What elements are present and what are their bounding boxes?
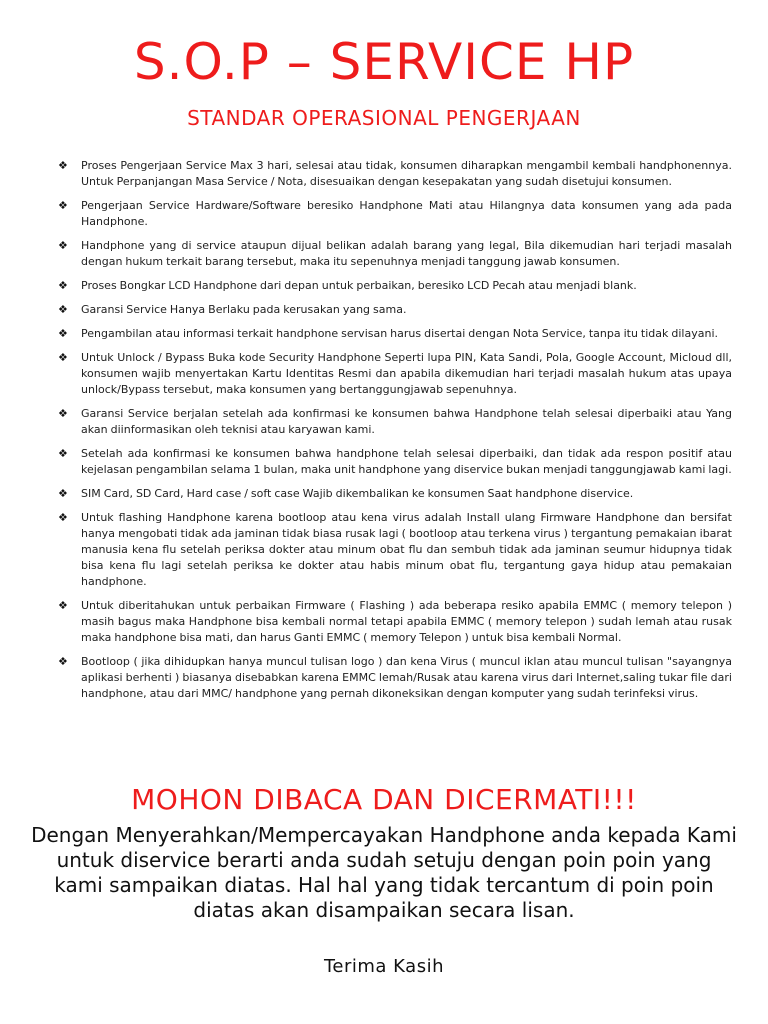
diamond-bullet-icon: ❖ xyxy=(58,279,68,292)
diamond-bullet-icon: ❖ xyxy=(58,199,68,212)
list-item xyxy=(58,446,732,478)
diamond-bullet-icon: ❖ xyxy=(58,447,68,460)
thanks-text: Terima Kasih xyxy=(323,956,444,977)
list-item-text: Proses Bongkar LCD Handphone dari depan untuk perbaikan, beresiko LCD Pecah atau menjadi blank. xyxy=(81,279,637,292)
list-item-text: Untuk flashing Handphone karena bootloop atau kena virus adalah Install ulang Firmware Handphone dan bersifat hanya mengobati tidak ada jaminan tidak biasa rusak lagi ( bootloop atau terkena virus ) tergantung pemakaian ibarat manusia kena flu setelah periksa dokter atau minum obat flu dan sembuh tidak ada jaminan seumur hidupnya tidak bisa kena flu lagi setelah periksa ke dokter atau habis minum obat flu, tergantung gaya hidup atau pemakaian handphone. xyxy=(81,511,732,588)
diamond-bullet-icon: ❖ xyxy=(58,487,68,500)
list-item xyxy=(58,406,732,438)
list-item xyxy=(58,198,732,230)
diamond-bullet-icon: ❖ xyxy=(58,239,68,252)
diamond-bullet-icon: ❖ xyxy=(58,351,68,364)
diamond-bullet-icon: ❖ xyxy=(58,511,68,524)
list-item-text: SIM Card, SD Card, Hard case / soft case Wajib dikembalikan ke konsumen Saat handphone diservice. xyxy=(81,487,634,500)
list-item xyxy=(58,598,732,646)
list-item xyxy=(58,158,732,190)
warning-heading: MOHON DIBACA DAN DICERMATI!!! xyxy=(131,783,637,816)
closing-paragraph: Dengan Menyerahkan/Mempercayakan Handphone anda kepada Kami untuk diservice berarti anda sudah setuju dengan poin poin yang kami sampaikan diatas. Hal hal yang tidak tercantum di poin poin diatas akan disampaikan secara lisan. xyxy=(31,823,737,922)
page-title: S.O.P – SERVICE HP xyxy=(133,33,635,91)
list-item xyxy=(58,278,732,294)
diamond-bullet-icon: ❖ xyxy=(58,599,68,612)
list-item-text: Pengerjaan Service Hardware/Software beresiko Handphone Mati atau Hilangnya data konsumen yang ada pada Handphone. xyxy=(81,199,732,228)
list-item-text: Garansi Service Hanya Berlaku pada kerusakan yang sama. xyxy=(81,303,407,316)
list-item-text: Untuk Unlock / Bypass Buka kode Security Handphone Seperti lupa PIN, Kata Sandi, Pola, Google Account, Micloud dll, konsumen wajib menyertakan Kartu Identitas Resmi dan apabila dikemudian hari terjadi masalah hukum atas upaya unlock/Bypass tersebut, maka konsumen yang bertanggungjawab sepenuhnya. xyxy=(81,351,732,396)
list-item xyxy=(58,326,732,342)
list-item xyxy=(58,302,732,318)
list-item-text: Untuk diberitahukan untuk perbaikan Firmware ( Flashing ) ada beberapa resiko apabila EMMC ( memory telepon ) masih bagus maka Handphone bisa kembali normal tetapi apabila EMMC ( memory telepon ) sudah lemah atau rusak maka handphone bisa mati, dan harus Ganti EMMC ( memory Telepon ) untuk bisa kembali Normal. xyxy=(81,599,732,644)
list-item xyxy=(58,350,732,398)
page-subtitle: STANDAR OPERASIONAL PENGERJAAN xyxy=(187,106,581,130)
list-item-text: Proses Pengerjaan Service Max 3 hari, selesai atau tidak, konsumen diharapkan mengambil kembali handphonennya. Untuk Perpanjangan Masa Service / Nota, disesuaikan dengan kesepakatan yang sudah disetujui konsumen. xyxy=(81,159,732,188)
diamond-bullet-icon: ❖ xyxy=(58,303,68,316)
list-item xyxy=(58,486,732,502)
list-item xyxy=(58,654,732,702)
list-item-text: Bootloop ( jika dihidupkan hanya muncul tulisan logo ) dan kena Virus ( muncul iklan atau muncul tulisan "sayangnya aplikasi berhenti ) biasanya disebabkan karena EMMC lemah/Rusak atau karena virus dari Internet,saling tukar file dari handphone, atau dari MMC/ handphone yang pernah dikoneksikan dengan komputer yang sudah terinfeksi virus. xyxy=(81,655,732,700)
diamond-bullet-icon: ❖ xyxy=(58,655,68,668)
list-item-text: Handphone yang di service ataupun dijual belikan adalah barang yang legal, Bila dikemudian hari terjadi masalah dengan hukum terkait barang tersebut, maka itu sepenuhnya menjadi tanggung jawab konsumen. xyxy=(81,239,732,268)
list-item-text: Garansi Service berjalan setelah ada konfirmasi ke konsumen bahwa Handphone telah selesai diperbaiki atau Yang akan diinformasikan oleh teknisi atau karyawan kami. xyxy=(81,407,732,436)
list-item xyxy=(58,510,732,590)
list-item xyxy=(58,238,732,270)
diamond-bullet-icon: ❖ xyxy=(58,159,68,172)
list-item-text: Pengambilan atau informasi terkait handphone servisan harus disertai dengan Nota Service, tanpa itu tidak dilayani. xyxy=(81,327,719,340)
diamond-bullet-icon: ❖ xyxy=(58,327,68,340)
diamond-bullet-icon: ❖ xyxy=(58,407,68,420)
rules-list xyxy=(58,158,732,710)
list-item-text: Setelah ada konfirmasi ke konsumen bahwa handphone telah selesai diperbaiki, dan tidak ada respon positif atau kejelasan pengambilan selama 1 bulan, maka unit handphone yang diservice bukan menjadi tanggungjawab kami lagi. xyxy=(81,447,732,476)
